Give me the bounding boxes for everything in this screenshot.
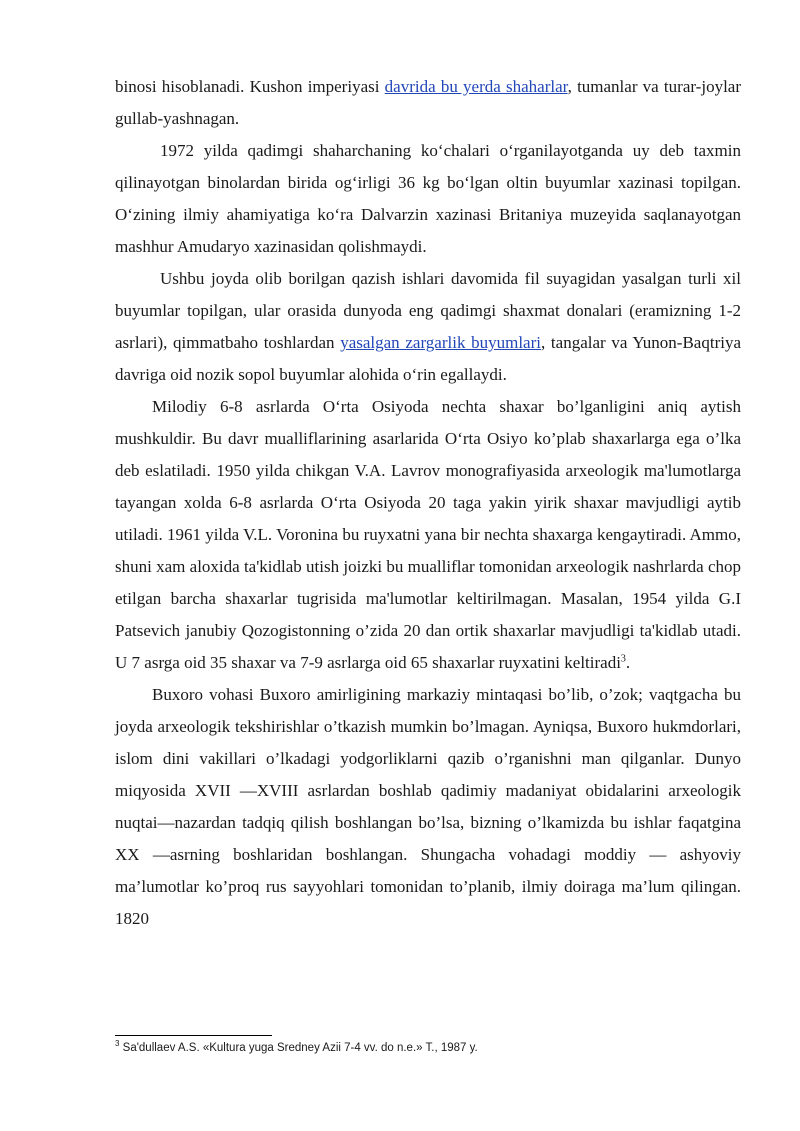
paragraph-4-text: Milodiy 6-8 asrlarda O‘rta Osiyoda nechta shaxar bo’lganligini aniq aytish mushkuldir. Bu davr mualliflarining asarlarida O‘rta Osiyo ko’plab shaxarlarga ega o’lka deb eslatiladi. 1950 yilda chikgan V.A. Lavrov monografiyasida arxeologik ma'lumotlarga tayangan xolda 6-8 asrlarda O‘rta Osiyoda 20 taga yakin yirik shaxar mavjudligi aytib utiladi. 1961 yilda V.L. Voronina bu ruyxatni yana bir nechta shaxarga kengaytiradi. Ammo, shuni xam aloxida ta'kidlab utish joizki bu mualliflar tomonidan arxeologik nashrlarda chop etilgan barcha shaxarlar tugrisida ma'lumotlar keltirilmagan. Masalan, 1954 yilda G.I Patsevich janubiy Qozogistonning o’zida 20 dan ortik shaxarlar mavjudligi ta'kidlab utadi. U 7 asrga oid 35 shaxar va 7-9 asrlarga oid 65 shaxarlar ruyxatini keltiradi (115, 397, 741, 672)
paragraph-2: 1972 yilda qadimgi shaharchaning ko‘chalari o‘rganilayotganda uy deb taxmin qilinayotgan binolardan birida og‘irligi 36 kg bo‘lgan oltin buyumlar xazinasi topilgan. O‘zining ilmiy ahamiyatiga ko‘ra Dalvarzin xazinasi Britaniya muzeyida saqlanayotgan mashhur Amudaryo xazinasidan qolishmaydi. (115, 141, 741, 256)
paragraph-1-text-end: , tumanlar va turar-joylar gullab-yashnagan. (115, 77, 741, 128)
link-yasalgan-zargarlik-buyumlari[interactable]: yasalgan zargarlik buyumlari (340, 333, 541, 352)
paragraph-5: Buxoro vohasi Buxoro amirligining markaziy mintaqasi bo’lib, o’zok; vaqtgacha bu joyda arxeologik tekshirishlar o’tkazish mumkin bo’lmagan. Ayniqsa, Buxoro hukmdorlari, islom dini vakillari o’lkadagi yodgorliklarni qazib o’rganishni man qilganlar. Dunyo miqyosida XVII —XVIII asrlardan boshlab qadimiy madaniyat obidalarini arxeologik nuqtai—nazardan tadqiq qilish boshlangan bo’lsa, bizning o’lkamizda bu ishlar faqatgina XX —asrning boshlaridan boshlangan. Shungacha vohadagi moddiy — ashyoviy ma’lumotlar ko’proq rus sayyohlari tomonidan to’planib, ilmiy doiraga ma’lum qilingan. 1820 (115, 685, 741, 928)
paragraph-4 (115, 391, 741, 679)
document-body (115, 71, 741, 935)
paragraph-1 (115, 71, 741, 135)
paragraph-3-text-start: Ushbu joyda olib borilgan qazish ishlari davomida fil suyagidan yasalgan turli xil buyumlar topilgan, ular orasida dunyoda eng qadimgi shaxmat donalari (eramizning 1-2 asrlari), qimmatbaho toshlardan (115, 269, 741, 352)
footnote-text: Sa'dullaev A.S. «Kultura yuga Sredney Azii 7-4 vv. do n.e.» T., 1987 y. (119, 1042, 478, 1054)
paragraph-4-end: . (625, 653, 631, 672)
footnote-separator (115, 1035, 272, 1036)
paragraph-3 (115, 263, 741, 391)
footnote-number: 3 (115, 1039, 120, 1049)
paragraph-1-text-start: binosi hisoblanadi. Kushon imperiyasi (115, 77, 385, 96)
paragraph-3-text-end: , tangalar va Yunon-Baqtriya davriga oid nozik sopol buyumlar alohida o‘rin egallaydi. (115, 333, 742, 384)
link-davrida-bu-yerda-shaharlar[interactable]: davrida bu yerda shaharlar (384, 77, 568, 96)
footnote-reference[interactable]: 3 (620, 653, 626, 665)
footnote (115, 1040, 741, 1056)
